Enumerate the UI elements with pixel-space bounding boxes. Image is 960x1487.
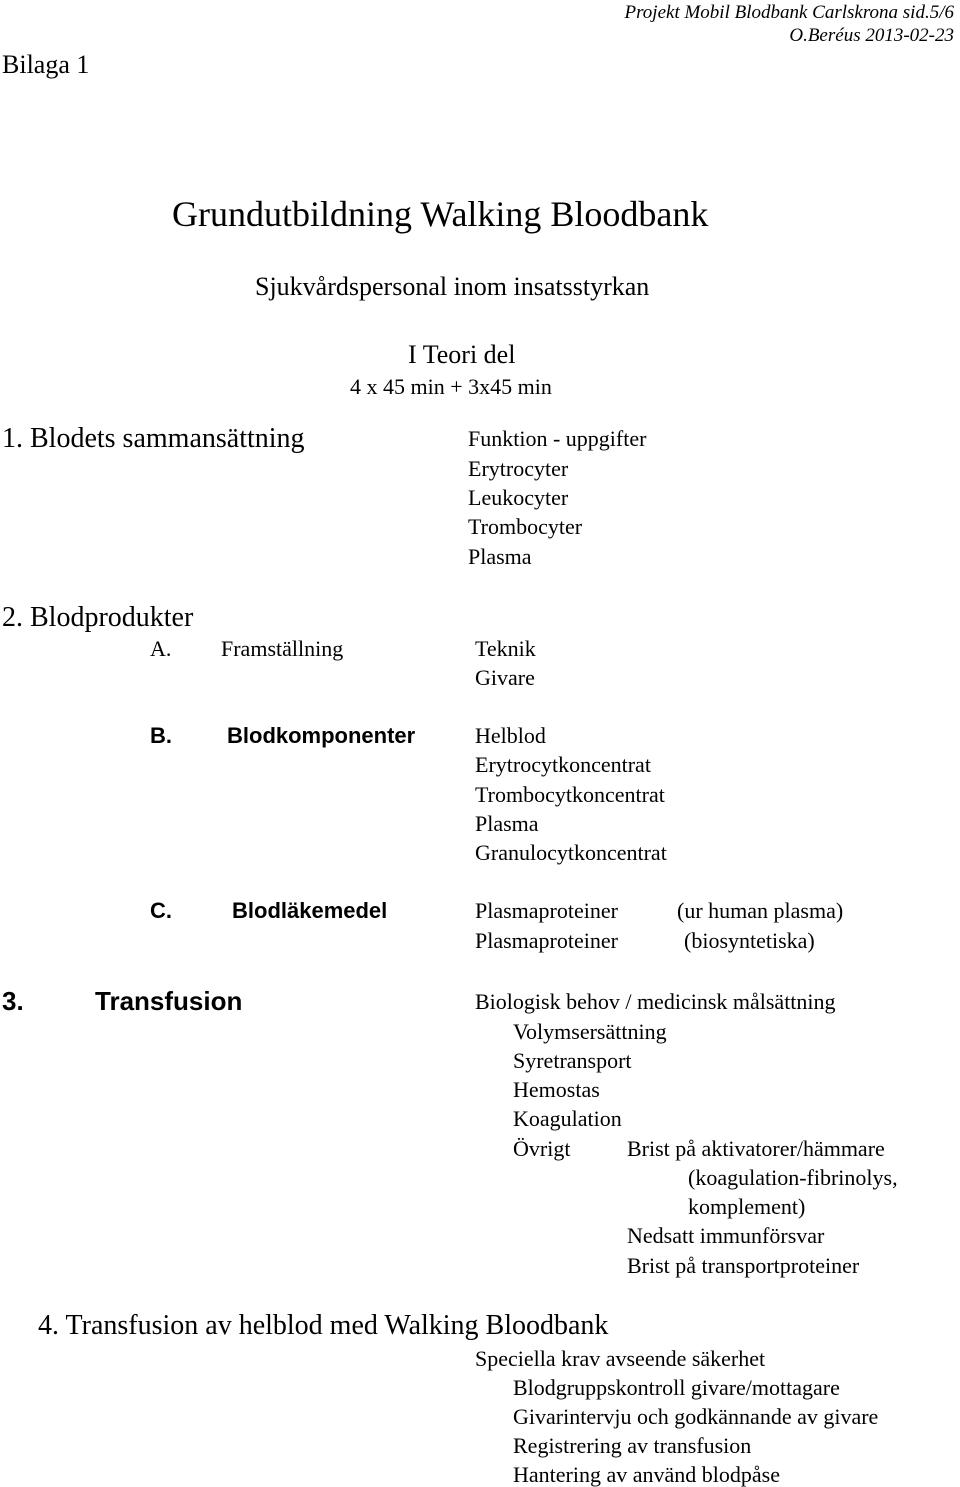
section4-item: Registrering av transfusion [513, 1433, 752, 1458]
section3-heading: Transfusion [95, 986, 243, 1016]
section2a-item: Givare [475, 665, 535, 690]
section3-other-item: Brist på aktivatorer/hämmare [627, 1136, 885, 1161]
section4-item: Givarintervju och godkännande av givare [513, 1404, 879, 1429]
section4-lead: Speciella krav avseende säkerhet [475, 1346, 766, 1371]
section3-other-item: komplement) [688, 1194, 806, 1219]
section1-item: Trombocyter [468, 514, 583, 539]
section1-item: Plasma [468, 544, 532, 569]
page-title: Grundutbildning Walking Bloodbank [172, 194, 709, 234]
section1-heading: 1. Blodets sammansättning [2, 423, 305, 454]
part-duration: 4 x 45 min + 3x45 min [350, 374, 552, 399]
section2b-title: Blodkomponenter [227, 723, 416, 748]
section3-other-label: Övrigt [513, 1136, 571, 1161]
section2b-item: Helblod [475, 723, 546, 748]
section2b-item: Erytrocytkoncentrat [475, 752, 651, 777]
section3-lead: Biologisk behov / medicinsk målsättning [475, 989, 836, 1014]
section4-heading: 4. Transfusion av helblod med Walking Bloodbank [38, 1310, 609, 1341]
section3-other-item: (koagulation-fibrinolys, [688, 1165, 898, 1190]
section1-item: Leukocyter [468, 485, 569, 510]
section3-item: Koagulation [513, 1106, 622, 1131]
section2b-item: Granulocytkoncentrat [475, 840, 667, 865]
section2c-note: (ur human plasma) [677, 898, 844, 923]
section3-number: 3. [2, 986, 24, 1016]
section2c-label: C. [150, 898, 172, 923]
section2c-item: Plasmaproteiner [475, 928, 618, 953]
section3-other-item: Brist på transportproteiner [627, 1253, 860, 1278]
section1-item: Erytrocyter [468, 456, 569, 481]
section4-item: Blodgruppskontroll givare/mottagare [513, 1375, 840, 1400]
subtitle: Sjukvårdspersonal inom insatsstyrkan [255, 272, 650, 301]
section2c-note: (biosyntetiska) [684, 928, 815, 953]
section2c-item: Plasmaproteiner [475, 898, 618, 923]
section3-item: Volymsersättning [513, 1019, 667, 1044]
part-label: I Teori del [408, 340, 516, 369]
project-header: Projekt Mobil Blodbank Carlskrona sid.5/6 [624, 2, 954, 23]
section2b-item: Plasma [475, 811, 539, 836]
section3-item: Syretransport [513, 1048, 632, 1073]
section2b-label: B. [150, 723, 172, 748]
section1-item: Funktion - uppgifter [468, 426, 647, 451]
section2c-title: Blodläkemedel [232, 898, 388, 923]
section2a-title: Framställning [221, 636, 344, 661]
annex-label: Bilaga 1 [2, 50, 90, 79]
section3-item: Hemostas [513, 1077, 600, 1102]
section2a-item: Teknik [475, 636, 536, 661]
section3-other-item: Nedsatt immunförsvar [627, 1223, 825, 1248]
section2a-label: A. [150, 636, 172, 661]
section4-item: Hantering av använd blodpåse [513, 1462, 780, 1487]
author-date: O.Beréus 2013-02-23 [789, 25, 954, 46]
section2-heading: 2. Blodprodukter [2, 602, 194, 633]
section2b-item: Trombocytkoncentrat [475, 782, 665, 807]
